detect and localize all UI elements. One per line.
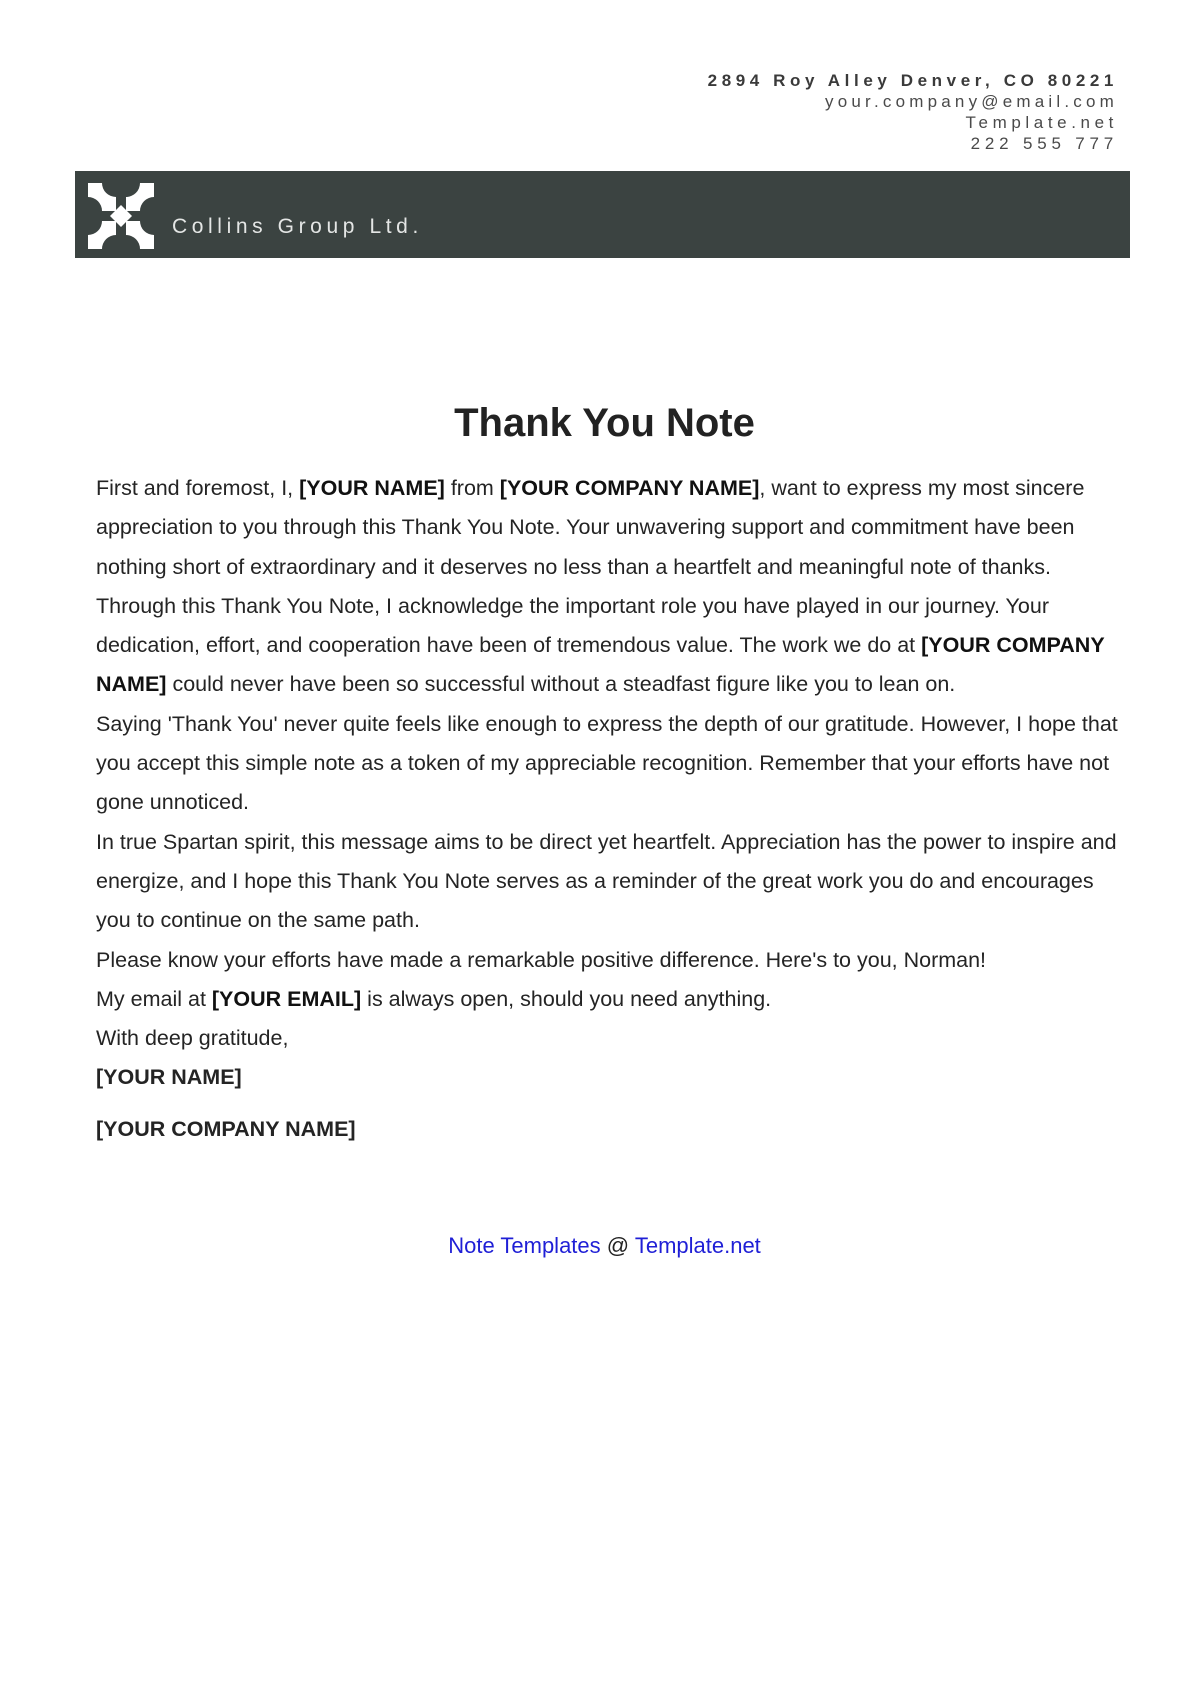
contact-block [708,70,1118,154]
paragraph-5: Please know your efforts have made a remarkable positive difference. Here's to you, Norman! [96,947,987,972]
placeholder-email: [YOUR EMAIL] [211,986,362,1011]
company-name: Collins Group Ltd. [172,215,423,238]
header-banner [75,171,1130,258]
geometric-logo-icon [88,183,154,249]
signature-name: [YOUR NAME] [96,1065,242,1090]
letter-body [96,469,1126,1149]
closing-line: With deep gratitude, [96,1026,289,1051]
paragraph-3: Saying 'Thank You' never quite feels like enough to express the depth of our gratitude. However, I hope that you accept this simple note as a token of my appreciable recognition. Remember that your efforts have not gone unnoticed. [96,711,1118,815]
paragraph-2: Through this Thank You Note, I acknowledge the important role you have played in our journey. Your dedication, effort, and cooperation have been of tremendous value. The work we do at [YOUR COMPANY NAME] could never have been so successful without a steadfast figure like you to lean on. [96,593,1105,697]
company-phone: 222 555 777 [970,134,1118,153]
page-title: Thank You Note [454,401,755,445]
paragraph-6: My email at [YOUR EMAIL] is always open, should you need anything. [96,986,772,1011]
company-email: your.company@email.com [825,92,1118,111]
note-templates-link[interactable]: Note Templates [448,1233,601,1258]
template-net-link[interactable]: Template.net [634,1233,761,1258]
paragraph-1: First and foremost, I, [YOUR NAME] from [YOUR COMPANY NAME], want to express my most sincere appreciation to you through this Thank You Note. Your unwavering support and commitment have been nothing short of extraordinary and it deserves no less than a heartfelt and meaningful note of thanks. [96,476,1085,579]
paragraph-4: In true Spartan spirit, this message aims to be direct yet heartfelt. Appreciation has the power to inspire and energize, and I hope this Thank You Note serves as a reminder of the great work you do and encourages you to continue on the same path. [96,829,1117,933]
footer-separator: @ [600,1233,635,1258]
signature-company: [YOUR COMPANY NAME] [96,1116,356,1141]
placeholder-your-name: [YOUR NAME] [299,476,445,500]
footer [0,1226,1200,1266]
company-address: 2894 Roy Alley Denver, CO 80221 [707,71,1118,90]
company-website: Template.net [965,113,1118,132]
placeholder-company-name: [YOUR COMPANY NAME] [96,633,1105,697]
placeholder-company-name: [YOUR COMPANY NAME] [499,476,760,500]
